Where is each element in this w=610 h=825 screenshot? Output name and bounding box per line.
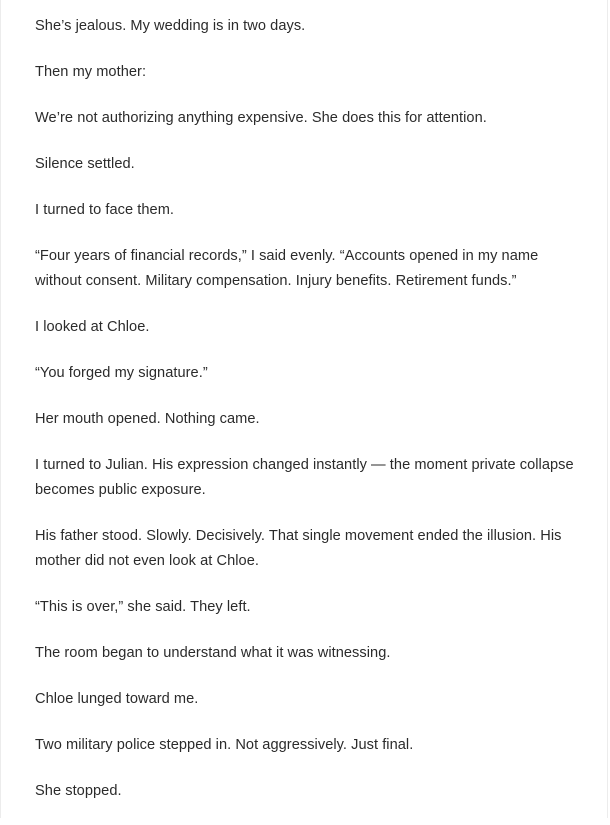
paragraph: I looked at Chloe. — [35, 319, 150, 335]
paragraph: “You forged my signature.” — [35, 365, 208, 381]
paragraph: Silence settled. — [35, 156, 135, 172]
paragraph: She’s jealous. My wedding is in two days. — [35, 18, 306, 34]
paragraph: We’re not authorizing anything expensive. She does this for attention. — [35, 110, 487, 126]
paragraph: “Four years of financial records,” I said evenly. “Accounts opened in my name without consent. Military compensation. Injury benefits. Retirement funds.” — [35, 248, 539, 289]
article-body — [35, 14, 583, 825]
paragraph: Chloe lunged toward me. — [35, 691, 199, 707]
paragraph: Then my mother: — [35, 64, 147, 80]
paragraph: I turned to Julian. His expression changed instantly — the moment private collapse becomes public exposure. — [35, 457, 574, 498]
paragraph: Her mouth opened. Nothing came. — [35, 411, 260, 427]
paragraph: The room began to understand what it was witnessing. — [35, 645, 391, 661]
paragraph: His father stood. Slowly. Decisively. That single movement ended the illusion. His mother did not even look at Chloe. — [35, 528, 562, 569]
paragraph: “This is over,” she said. They left. — [35, 599, 251, 615]
paragraph: She stopped. — [35, 783, 122, 799]
paragraph: I turned to face them. — [35, 202, 175, 218]
paragraph: Two military police stepped in. Not aggressively. Just final. — [35, 737, 414, 753]
